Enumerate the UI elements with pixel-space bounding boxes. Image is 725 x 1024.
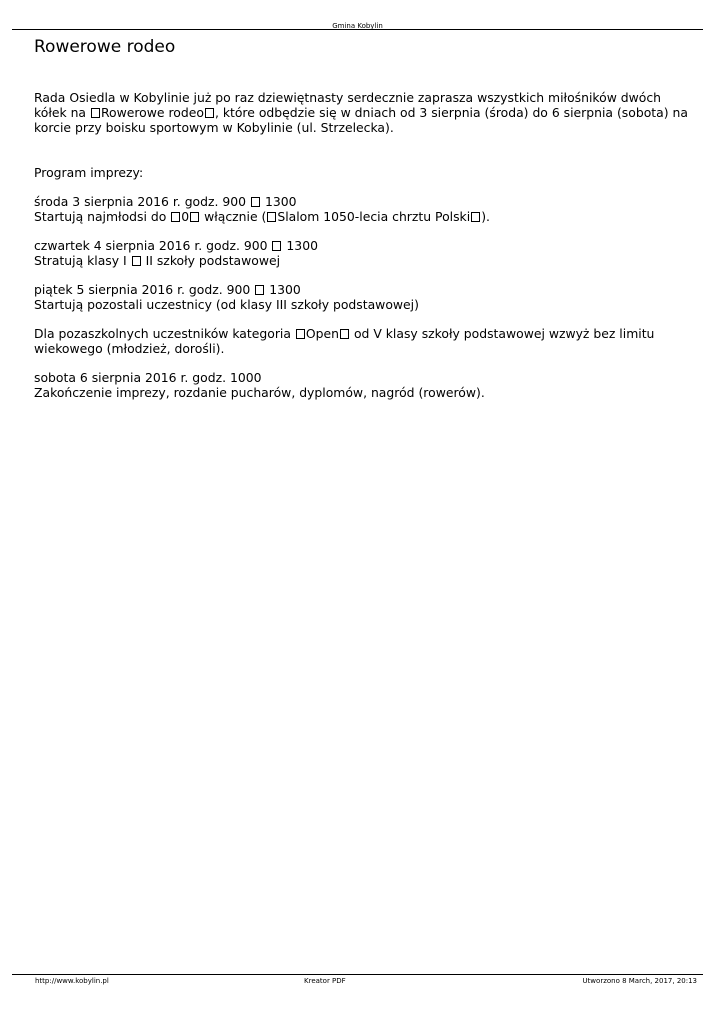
saturday-desc: Zakończenie imprezy, rozdanie pucharów, dyplomów, nagród (rowerów). (34, 385, 485, 400)
article-title: Rowerowe rodeo (34, 37, 176, 57)
page-header (12, 14, 703, 30)
intro-paragraph (34, 90, 694, 135)
wednesday-desc-4: Slalom 1050-lecia chrztu Polski (277, 209, 471, 224)
friday-date: piątek 5 sierpnia 2016 r. godz. 900 (34, 282, 251, 297)
footer-created-date: Utworzono 8 March, 2017, 20:13 (582, 977, 697, 985)
schedule-saturday (34, 370, 694, 400)
missing-glyph-box (267, 212, 276, 222)
friday-end-time: 1300 (269, 282, 301, 297)
missing-glyph-box (251, 197, 260, 207)
footer-url: http://www.kobylin.pl (35, 977, 109, 985)
header-site-name: Gmina Kobylin (332, 22, 383, 30)
wednesday-date: środa 3 sierpnia 2016 r. godz. 900 (34, 194, 247, 209)
intro-text-2: , które odbędzie się w dniach od 3 sierpnia (środa) do 6 sierpnia (sobota) na korcie przy boisku sportowym w Kobylinie (ul. Strzelecka). (34, 105, 688, 135)
missing-glyph-box (272, 241, 281, 251)
saturday-date: sobota 6 sierpnia 2016 r. godz. 1000 (34, 370, 262, 385)
open-category-paragraph (34, 326, 694, 356)
schedule-wednesday (34, 194, 694, 224)
article-body (34, 90, 694, 414)
missing-glyph-box (171, 212, 180, 222)
missing-glyph-box (255, 285, 264, 295)
missing-glyph-box (205, 108, 214, 118)
open-category-name: Open (305, 326, 340, 341)
intro-text-1: Rada Osiedla w Kobylinie już po raz dziewiętnasty serdecznie zaprasza wszystkich miłośników dwóch kółek na (34, 90, 662, 120)
missing-glyph-box (471, 212, 480, 222)
page-footer (12, 974, 703, 989)
thursday-desc-1: Stratują klasy I (34, 253, 127, 268)
wednesday-end-time: 1300 (264, 194, 297, 209)
wednesday-desc-3: włącznie ( (200, 209, 267, 224)
thursday-date: czwartek 4 sierpnia 2016 r. godz. 900 (34, 238, 268, 253)
wednesday-desc-5: ). (481, 209, 490, 224)
friday-desc: Startują pozostali uczestnicy (od klasy III szkoły podstawowej) (34, 297, 419, 312)
schedule-thursday (34, 238, 694, 268)
event-name: Rowerowe rodeo (100, 105, 204, 120)
schedule-friday (34, 282, 694, 312)
program-heading: Program imprezy: (34, 165, 144, 180)
open-text-1: Dla pozaszkolnych uczestników kategoria (34, 326, 295, 341)
missing-glyph-box (296, 329, 305, 339)
missing-glyph-box (340, 329, 349, 339)
open-text-2: od V klasy szkoły podstawowej wzwyż bez limitu wiekowego (młodzież, dorośli). (34, 326, 655, 356)
missing-glyph-box (190, 212, 199, 222)
missing-glyph-box (91, 108, 100, 118)
wednesday-desc-2: 0 (181, 209, 190, 224)
missing-glyph-box (132, 256, 141, 266)
thursday-desc-2: II szkoły podstawowej (145, 253, 281, 268)
footer-generator: Kreator PDF (304, 977, 346, 985)
wednesday-desc-1: Startują najmłodsi do (34, 209, 171, 224)
thursday-end-time: 1300 (286, 238, 318, 253)
